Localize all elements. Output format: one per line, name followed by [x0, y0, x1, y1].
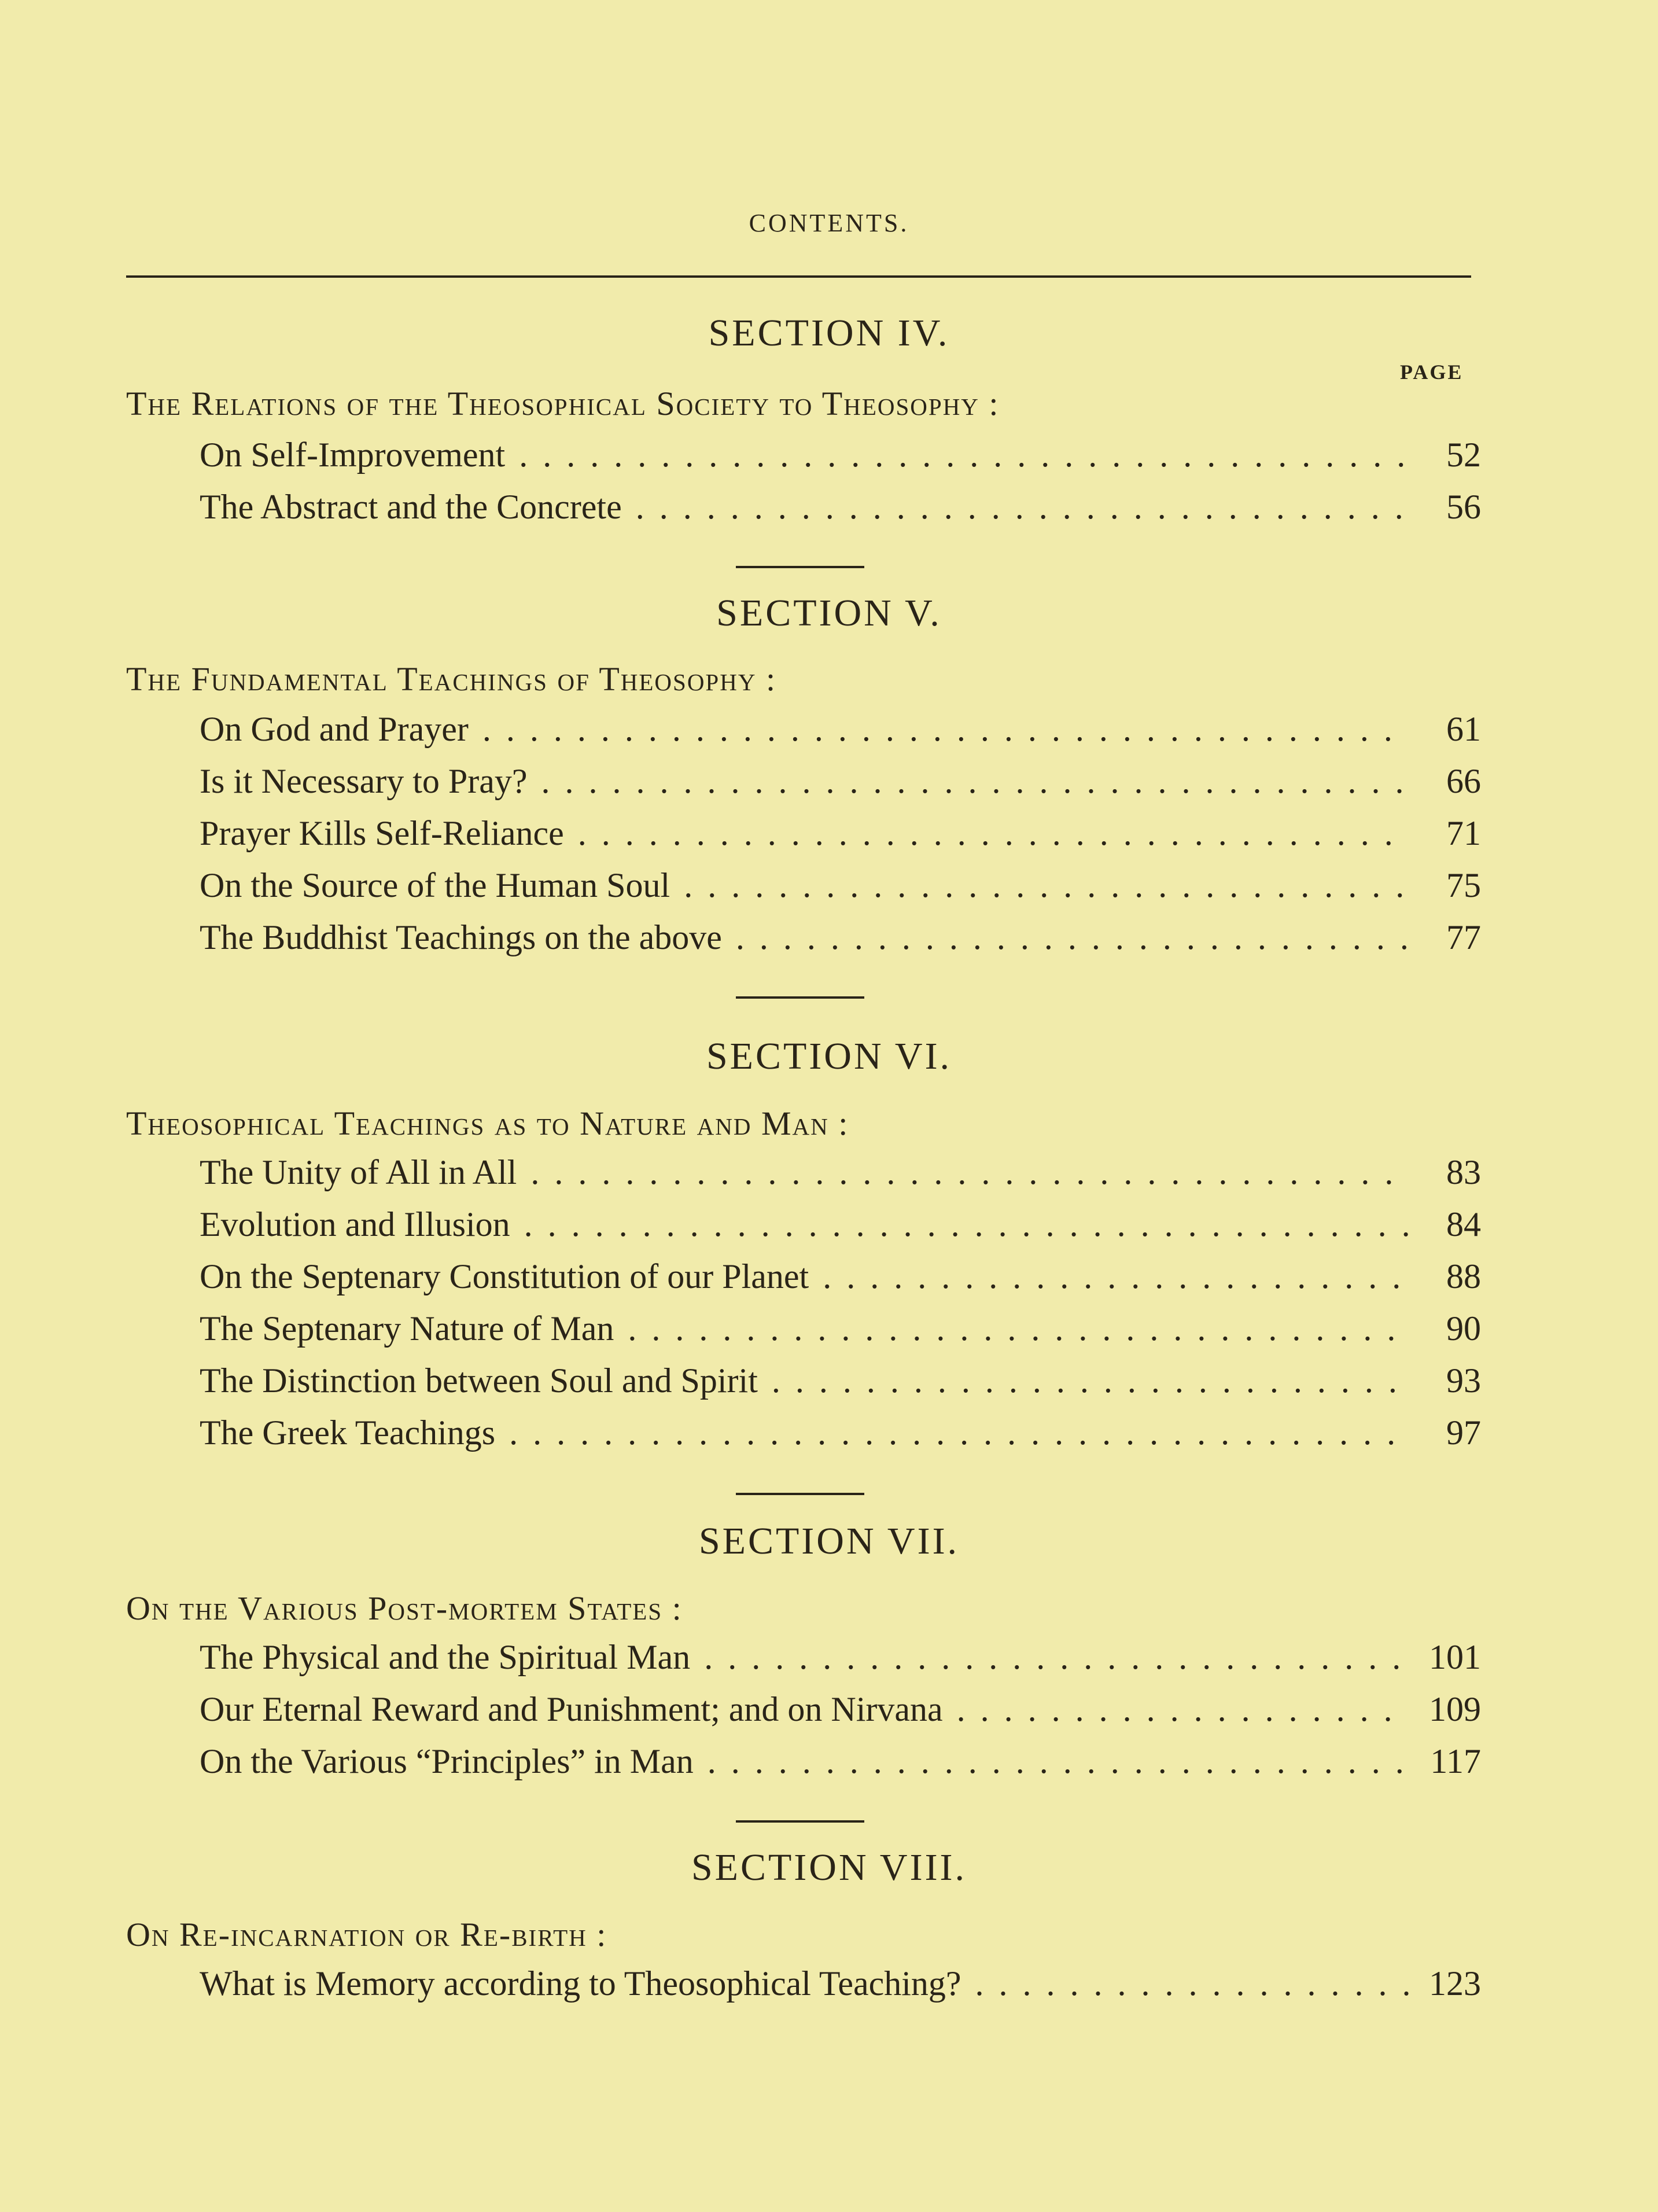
entry-title: The Physical and the Spiritual Man: [200, 1638, 691, 1676]
entry-title: The Abstract and the Concrete: [200, 488, 622, 526]
dot-leader: [772, 1361, 1409, 1401]
toc-entry[interactable]: [200, 435, 1481, 475]
entry-title: Is it Necessary to Pray?: [200, 762, 528, 800]
entry-page: 101: [1429, 1638, 1481, 1676]
section-divider: [736, 996, 864, 999]
section-v-title: SECTION V.: [716, 592, 942, 634]
dot-leader: [736, 918, 1409, 958]
entry-page: 117: [1430, 1742, 1481, 1780]
toc-entry[interactable]: [200, 1964, 1481, 2004]
toc-entry[interactable]: [200, 1257, 1481, 1297]
entry-title: On the Septenary Constitution of our Planet: [200, 1257, 809, 1295]
dot-leader: [628, 1309, 1409, 1349]
entry-title: Our Eternal Reward and Punishment; and on Nirvana: [200, 1690, 943, 1728]
entry-page: 90: [1446, 1309, 1481, 1348]
toc-entry[interactable]: [200, 1637, 1481, 1677]
dot-leader: [541, 761, 1409, 801]
section-iv-title: SECTION IV.: [708, 312, 950, 354]
section-viii-title: SECTION VIII.: [691, 1846, 967, 1889]
entry-title: The Greek Teachings: [200, 1414, 496, 1452]
section-divider: [736, 566, 864, 568]
dot-leader: [957, 1690, 1409, 1729]
entry-page: 66: [1446, 762, 1481, 800]
dot-leader: [524, 1205, 1409, 1245]
toc-entry[interactable]: [200, 709, 1481, 749]
entry-title: The Buddhist Teachings on the above: [200, 918, 722, 956]
toc-entry[interactable]: [200, 866, 1481, 906]
dot-leader: [530, 1153, 1409, 1193]
toc-entry[interactable]: [200, 487, 1481, 527]
toc-entry[interactable]: [200, 1205, 1481, 1245]
dot-leader: [482, 709, 1409, 749]
entry-title: The Distinction between Soul and Spirit: [200, 1361, 758, 1400]
entry-page: 93: [1446, 1361, 1481, 1400]
entry-title: On the Source of the Human Soul: [200, 866, 670, 904]
entry-page: 77: [1446, 918, 1481, 956]
dot-leader: [578, 814, 1409, 853]
entry-title: On Self-Improvement: [200, 436, 506, 474]
entry-page: 97: [1446, 1414, 1481, 1452]
toc-entry[interactable]: [200, 1153, 1481, 1193]
entry-title: Evolution and Illusion: [200, 1205, 510, 1243]
toc-entry[interactable]: [200, 1742, 1481, 1782]
entry-page: 52: [1446, 436, 1481, 474]
toc-entry[interactable]: [200, 1690, 1481, 1729]
dot-leader: [636, 487, 1409, 527]
entry-title: The Unity of All in All: [200, 1153, 517, 1191]
entry-title: On God and Prayer: [200, 710, 469, 748]
section-v-heading: The Fundamental Teachings of Theosophy :: [126, 660, 777, 698]
entry-page: 75: [1446, 866, 1481, 904]
section-vi-title: SECTION VI.: [706, 1035, 952, 1077]
entry-page: 88: [1446, 1257, 1481, 1295]
toc-entry[interactable]: [200, 761, 1481, 801]
dot-leader: [704, 1637, 1409, 1677]
page-column-label: PAGE: [1400, 360, 1464, 384]
entry-title: The Septenary Nature of Man: [200, 1309, 614, 1348]
section-vii-heading: On the Various Post-mortem States :: [126, 1589, 683, 1627]
toc-entry[interactable]: [200, 814, 1481, 853]
section-divider: [736, 1820, 864, 1823]
entry-page: 56: [1446, 488, 1481, 526]
entry-page: 84: [1446, 1205, 1481, 1243]
toc-entry[interactable]: [200, 1361, 1481, 1401]
entry-page: 61: [1446, 710, 1481, 748]
section-divider: [736, 1493, 864, 1495]
dot-leader: [509, 1413, 1409, 1453]
section-viii-heading: On Re-incarnation or Re-birth :: [126, 1916, 607, 1953]
entry-page: 123: [1429, 1964, 1481, 2003]
dot-leader: [975, 1964, 1409, 2004]
dot-leader: [519, 435, 1409, 475]
dot-leader: [684, 866, 1409, 906]
dot-leader: [823, 1257, 1409, 1297]
entry-page: 109: [1429, 1690, 1481, 1728]
entry-page: 83: [1446, 1153, 1481, 1191]
running-head: CONTENTS.: [749, 209, 909, 237]
header-rule: [126, 275, 1471, 278]
toc-entry[interactable]: [200, 1413, 1481, 1453]
entry-title: What is Memory according to Theosophical Teaching?: [200, 1964, 961, 2003]
toc-entry[interactable]: [200, 918, 1481, 958]
entry-title: On the Various “Principles” in Man: [200, 1742, 694, 1780]
entry-page: 71: [1446, 814, 1481, 852]
section-iv-heading: The Relations of the Theosophical Society to Theosophy :: [126, 385, 1000, 422]
section-vi-heading: Theosophical Teachings as to Nature and Man :: [126, 1105, 849, 1142]
toc-entry[interactable]: [200, 1309, 1481, 1349]
section-vii-title: SECTION VII.: [698, 1520, 960, 1562]
entry-title: Prayer Kills Self-Reliance: [200, 814, 564, 852]
dot-leader: [708, 1742, 1409, 1782]
